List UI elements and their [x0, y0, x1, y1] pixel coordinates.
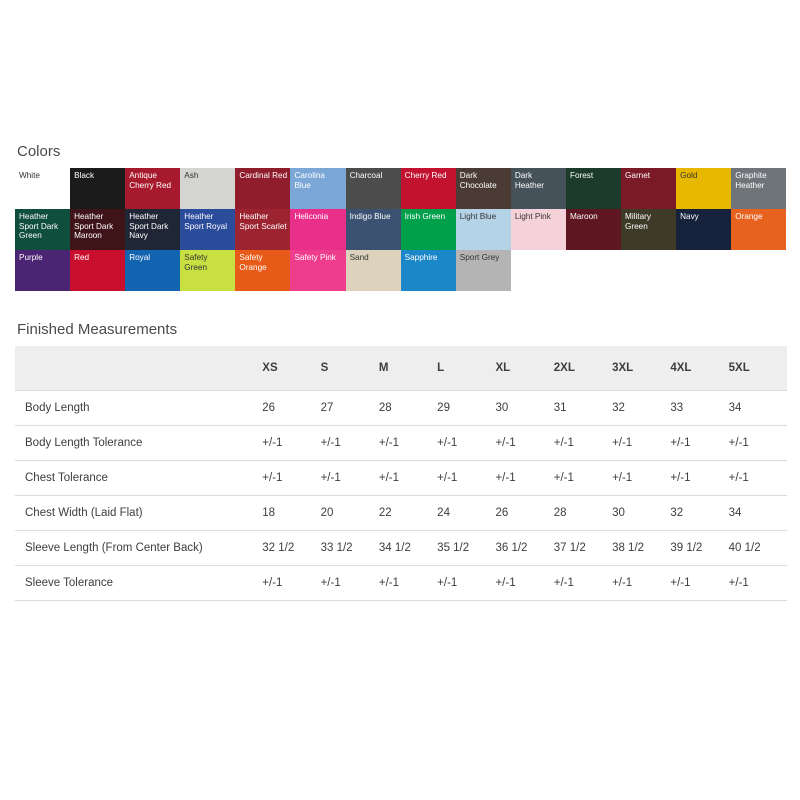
color-swatch-grid [15, 168, 787, 291]
color-swatch-label: Heather Sport Dark Maroon [74, 212, 114, 241]
table-row [15, 496, 787, 531]
measurement-value: +/-1 [554, 566, 612, 601]
color-swatch-label: Safety Orange [239, 253, 267, 272]
table-row [15, 391, 787, 426]
swatch-row [15, 250, 787, 291]
size-column-header: 2XL [554, 346, 612, 391]
color-swatch[interactable] [621, 168, 676, 209]
measurement-value: +/-1 [321, 461, 379, 496]
measurement-value: 31 [554, 391, 612, 426]
measurement-value: +/-1 [379, 461, 437, 496]
measurement-value: +/-1 [495, 566, 553, 601]
color-swatch-label: Irish Green [404, 212, 446, 221]
measurement-value: 18 [262, 496, 320, 531]
measurement-row-label: Sleeve Tolerance [15, 566, 262, 601]
measurement-row-label: Sleeve Length (From Center Back) [15, 531, 262, 566]
color-swatch-label: Antique Cherry Red [129, 171, 172, 190]
measurement-value: 30 [495, 391, 553, 426]
measurement-value: 39 1/2 [670, 531, 728, 566]
size-column-header: L [437, 346, 495, 391]
measurement-value: 20 [321, 496, 379, 531]
color-swatch-label: Light Pink [514, 212, 551, 221]
size-column-header: M [379, 346, 437, 391]
measurement-value: 33 1/2 [321, 531, 379, 566]
size-column-header: 4XL [670, 346, 728, 391]
measurement-value: 32 1/2 [262, 531, 320, 566]
measurement-value: 24 [437, 496, 495, 531]
color-swatch-label: Black [74, 171, 95, 180]
measurement-value: 34 [729, 496, 787, 531]
color-swatch-label: Safety Pink [294, 253, 336, 262]
measurements-section-title: Finished Measurements [17, 321, 178, 338]
color-swatch[interactable] [511, 209, 566, 250]
color-swatch-label: Heather Sport Scarlet [239, 212, 287, 231]
color-swatch[interactable] [566, 168, 621, 209]
color-swatch-label: Ash [184, 171, 199, 180]
color-swatch-label: Maroon [569, 212, 598, 221]
measurement-value: +/-1 [670, 566, 728, 601]
size-column-header: S [321, 346, 379, 391]
measurement-value: +/-1 [554, 426, 612, 461]
measurement-value: +/-1 [437, 461, 495, 496]
color-swatch[interactable] [235, 250, 290, 291]
color-swatch[interactable] [401, 209, 456, 250]
measurement-value: +/-1 [262, 566, 320, 601]
color-swatch-label: Dark Heather [514, 171, 544, 190]
measurement-value: +/-1 [379, 426, 437, 461]
table-row [15, 531, 787, 566]
color-swatch-label: Royal [129, 253, 151, 262]
color-swatch-label: Light Blue [459, 212, 497, 221]
color-swatch-label: Heather Sport Dark Navy [129, 212, 169, 241]
measurement-value: 27 [321, 391, 379, 426]
color-swatch-label: Heather Sport Dark Green [19, 212, 59, 241]
color-swatch[interactable] [621, 209, 676, 250]
measurement-value: 33 [670, 391, 728, 426]
color-swatch[interactable] [346, 250, 401, 291]
measurement-value: 28 [379, 391, 437, 426]
color-swatch[interactable] [15, 250, 70, 291]
color-swatch-label: Orange [735, 212, 763, 221]
measurement-value: 30 [612, 496, 670, 531]
measurement-value: 35 1/2 [437, 531, 495, 566]
measurement-value: 32 [670, 496, 728, 531]
measurements-header-row [15, 346, 787, 391]
color-swatch[interactable] [235, 209, 290, 250]
color-swatch-label: Heliconia [294, 212, 329, 221]
measurement-value: +/-1 [612, 566, 670, 601]
color-swatch[interactable] [346, 209, 401, 250]
measurement-value: +/-1 [321, 566, 379, 601]
measurements-table-body [15, 391, 787, 601]
color-swatch-label: Dark Chocolate [459, 171, 497, 190]
color-swatch-label: Forest [569, 171, 594, 180]
color-swatch[interactable] [676, 168, 731, 209]
color-swatch-label: Red [74, 253, 90, 262]
measurement-row-label: Body Length [15, 391, 262, 426]
measurement-value: +/-1 [262, 461, 320, 496]
color-swatch[interactable] [125, 168, 180, 209]
color-swatch[interactable] [511, 168, 566, 209]
color-swatch[interactable] [566, 209, 621, 250]
measurement-value: +/-1 [729, 426, 787, 461]
color-swatch[interactable] [70, 168, 125, 209]
measurement-value: 29 [437, 391, 495, 426]
measurement-value: 28 [554, 496, 612, 531]
measurement-value: 26 [262, 391, 320, 426]
measurement-value: +/-1 [321, 426, 379, 461]
swatch-row [15, 168, 787, 209]
color-swatch[interactable] [180, 168, 235, 209]
color-swatch[interactable] [180, 209, 235, 250]
color-swatch[interactable] [456, 250, 511, 291]
color-swatch[interactable] [290, 209, 345, 250]
measurement-value: +/-1 [379, 566, 437, 601]
measurement-value: 26 [495, 496, 553, 531]
colors-section-title: Colors [17, 143, 61, 160]
measurement-value: +/-1 [612, 426, 670, 461]
color-swatch[interactable] [70, 209, 125, 250]
measurement-value: +/-1 [554, 461, 612, 496]
color-swatch[interactable] [125, 250, 180, 291]
measurements-table-head [15, 346, 787, 391]
color-swatch-label: Graphite Heather [735, 171, 767, 190]
measurement-row-label: Body Length Tolerance [15, 426, 262, 461]
color-swatch-label: Heather Sport Royal [184, 212, 228, 231]
measurement-value: +/-1 [670, 426, 728, 461]
measurement-value: +/-1 [729, 566, 787, 601]
measurement-value: 40 1/2 [729, 531, 787, 566]
color-swatch[interactable] [731, 168, 786, 209]
measurement-value: +/-1 [437, 566, 495, 601]
measurement-value: +/-1 [612, 461, 670, 496]
measurement-value: 22 [379, 496, 437, 531]
color-swatch-label: Sport Grey [459, 253, 500, 262]
color-swatch-label: Gold [680, 171, 698, 180]
color-swatch-label: Carolina Blue [294, 171, 325, 190]
color-swatch-label: Garnet [625, 171, 651, 180]
measurement-value: +/-1 [670, 461, 728, 496]
size-column-header: 5XL [729, 346, 787, 391]
size-column-header: XL [495, 346, 553, 391]
measurement-value: +/-1 [495, 426, 553, 461]
swatch-row [15, 209, 787, 250]
color-swatch-label: Sand [349, 253, 369, 262]
color-swatch-label: Safety Green [184, 253, 208, 272]
size-column-header: XS [262, 346, 320, 391]
color-swatch-label: Military Green [625, 212, 651, 231]
table-row [15, 566, 787, 601]
measurement-value: +/-1 [262, 426, 320, 461]
color-swatch[interactable] [125, 209, 180, 250]
size-column-header: 3XL [612, 346, 670, 391]
color-swatch-label: Charcoal [349, 171, 383, 180]
color-swatch[interactable] [456, 209, 511, 250]
measurement-value: 38 1/2 [612, 531, 670, 566]
color-swatch[interactable] [456, 168, 511, 209]
table-row [15, 461, 787, 496]
color-swatch[interactable] [290, 250, 345, 291]
color-swatch[interactable] [70, 250, 125, 291]
color-swatch[interactable] [235, 168, 290, 209]
measurement-value: 34 [729, 391, 787, 426]
color-swatch-label: Purple [19, 253, 43, 262]
finished-measurements-table [15, 346, 787, 601]
color-swatch-label: Navy [680, 212, 699, 221]
color-swatch-label: Cherry Red [404, 171, 447, 180]
measurement-value: +/-1 [437, 426, 495, 461]
color-swatch[interactable] [401, 250, 456, 291]
measurements-corner-header [15, 346, 262, 391]
measurement-value: 37 1/2 [554, 531, 612, 566]
color-swatch[interactable] [15, 168, 70, 209]
color-swatch[interactable] [401, 168, 456, 209]
measurement-value: +/-1 [729, 461, 787, 496]
color-swatch[interactable] [346, 168, 401, 209]
table-row [15, 426, 787, 461]
color-swatch-label: Sapphire [404, 253, 438, 262]
color-swatch-label: White [19, 171, 40, 180]
color-swatch[interactable] [290, 168, 345, 209]
measurement-value: 34 1/2 [379, 531, 437, 566]
measurement-row-label: Chest Width (Laid Flat) [15, 496, 262, 531]
color-swatch-label: Cardinal Red [239, 171, 288, 180]
measurement-value: 36 1/2 [495, 531, 553, 566]
color-swatch[interactable] [15, 209, 70, 250]
color-swatch[interactable] [731, 209, 786, 250]
color-swatch-label: Indigo Blue [349, 212, 391, 221]
color-swatch[interactable] [180, 250, 235, 291]
measurement-row-label: Chest Tolerance [15, 461, 262, 496]
color-swatch[interactable] [676, 209, 731, 250]
measurement-value: +/-1 [495, 461, 553, 496]
measurement-value: 32 [612, 391, 670, 426]
